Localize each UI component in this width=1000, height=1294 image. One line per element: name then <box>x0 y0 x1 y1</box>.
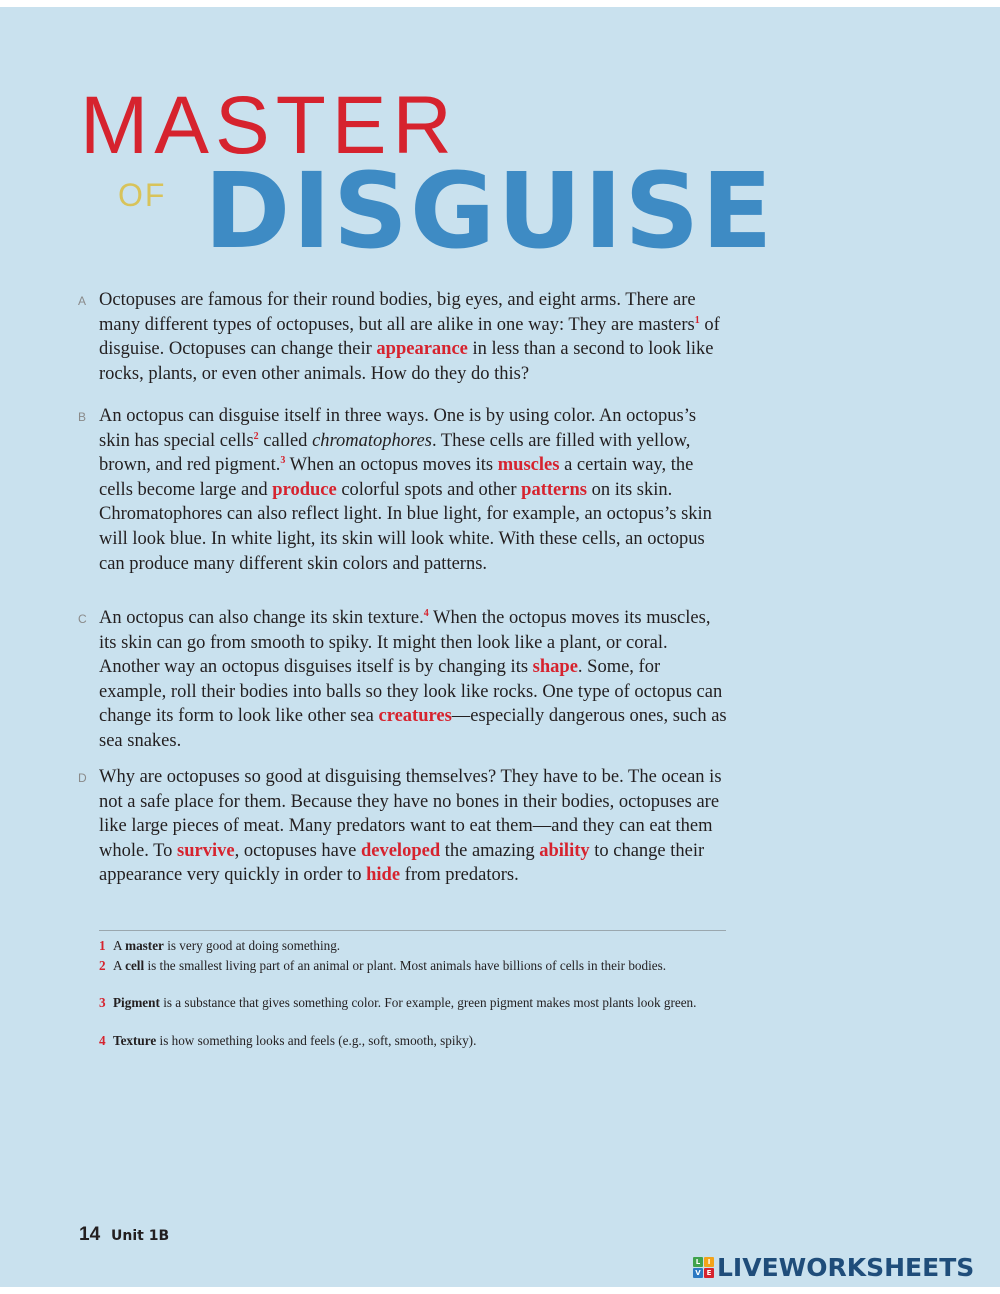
logo-letter: I <box>704 1257 714 1267</box>
paragraph-b <box>78 404 729 576</box>
paragraph-body <box>99 406 712 574</box>
liveworksheets-logo[interactable] <box>693 1255 974 1280</box>
paragraph-text: When an octopus moves its <box>285 455 498 476</box>
footnote-divider <box>99 930 726 931</box>
paragraph-body <box>99 290 720 384</box>
paragraph-text: called <box>258 430 313 451</box>
paragraph-body <box>99 767 722 885</box>
footnote-definition: is very good at doing something. <box>163 938 341 953</box>
footnote-ref: 4 <box>423 607 429 619</box>
footnote-number: 2 <box>99 958 106 973</box>
paragraph-text: When the octopus moves its muscles, its skin can go from smooth to spiky. It might then look like a plant, or coral. Another way an octopus disguises itself is by changing its <box>99 608 711 678</box>
paragraph-a <box>78 288 729 386</box>
liveworksheets-icon <box>693 1257 714 1278</box>
footnote-ref: 2 <box>253 430 259 442</box>
paragraph-text: Why are octopuses so good at disguising themselves? They have to be. The ocean is not a safe place for them. Because they have no bones in their bodies, octopuses are like large pieces of meat. Many predators want to eat them—and they can eat them whole. To <box>99 767 722 861</box>
footnote-number: 1 <box>99 938 106 953</box>
logo-letter: E <box>704 1268 714 1278</box>
footnote-pre: A <box>113 938 126 953</box>
paragraph-letter: B <box>78 410 87 424</box>
vocab-word: shape <box>532 657 578 678</box>
footnote-term: master <box>125 938 164 953</box>
paragraph-c <box>78 606 729 754</box>
italic-term: chromatophores <box>312 430 432 451</box>
title-disguise: DISGUISE <box>204 150 775 272</box>
vocab-word: creatures <box>378 706 452 727</box>
title-of: OF <box>118 177 167 213</box>
paragraph-body <box>99 608 727 751</box>
vocab-word: muscles <box>497 455 560 476</box>
title-master: MASTER <box>80 80 458 171</box>
footnote-3 <box>99 995 719 1012</box>
paragraph-text: from predators. <box>400 865 519 886</box>
paragraph-text: in less than a second to look like rocks, plants, or even other animals. How do they do this? <box>99 339 714 384</box>
footnote-1 <box>99 938 719 955</box>
footnote-ref: 3 <box>280 455 286 467</box>
footnote-pre: A <box>113 958 126 973</box>
paragraph-text: a certain way, the cells become large and <box>99 455 694 500</box>
footnote-definition: is a substance that gives something color. For example, green pigment makes most plants look green. <box>159 995 697 1010</box>
logo-letter: V <box>693 1268 703 1278</box>
footnote-2 <box>99 958 719 975</box>
paragraph-text: to change their appearance very quickly in order to <box>99 840 705 886</box>
worksheet-page <box>0 7 1000 1287</box>
paragraph-text: of disguise. Octopuses can change their <box>99 314 720 360</box>
paragraph-text: . Some, for example, roll their bodies into balls so they look like rocks. One type of octopus can change its form to look like other sea <box>99 657 723 727</box>
liveworksheets-text: LIVEWORKSHEETS <box>717 1253 975 1282</box>
footnote-4 <box>99 1033 719 1050</box>
paragraph-text: colorful spots and other <box>336 479 522 500</box>
vocab-word: produce <box>272 479 337 500</box>
footnote-number: 4 <box>99 1033 106 1048</box>
footnote-definition: is the smallest living part of an animal or plant. Most animals have billions of cells in their bodies. <box>144 958 667 973</box>
paragraph-letter: A <box>78 294 87 308</box>
footnote-ref: 1 <box>694 314 700 326</box>
paragraph-text: . These cells are filled with yellow, brown, and red pigment. <box>99 430 691 476</box>
paragraph-text: the amazing <box>440 840 540 861</box>
paragraph-letter: D <box>78 771 87 785</box>
page-number: 14 <box>79 1224 101 1245</box>
paragraph-text: , octopuses have <box>234 840 361 861</box>
footnote-term: cell <box>125 958 145 973</box>
footnote-term: Pigment <box>113 995 160 1010</box>
paragraph-text: An octopus can disguise itself in three ways. One is by using color. An octopus’s skin has special cells <box>99 406 697 451</box>
paragraph-text: An octopus can also change its skin texture. <box>99 608 424 628</box>
vocab-word: ability <box>539 840 590 861</box>
paragraph-text: on its skin. Chromatophores can also reflect light. In blue light, for example, an octopus’s skin will look blue. In white light, its skin will look white. With these cells, an octopus can produce many different skin colors and patterns. <box>99 479 712 574</box>
vocab-word: survive <box>177 840 235 861</box>
logo-letter: L <box>693 1257 703 1267</box>
footnote-number: 3 <box>99 995 106 1010</box>
paragraph-text: Octopuses are famous for their round bodies, big eyes, and eight arms. There are many different types of octopuses, but all are alike in one way: They are masters <box>99 290 696 335</box>
paragraph-text: —especially dangerous ones, such as sea snakes. <box>99 706 727 751</box>
vocab-word: patterns <box>521 479 587 500</box>
paragraph-letter: C <box>78 612 87 626</box>
vocab-word: developed <box>360 840 441 861</box>
unit-label: Unit 1B <box>111 1228 170 1244</box>
footnote-definition: is how something looks and feels (e.g., soft, smooth, spiky). <box>156 1033 477 1048</box>
footnote-term: Texture <box>113 1033 157 1048</box>
vocab-word: hide <box>366 865 401 886</box>
vocab-word: appearance <box>376 339 468 360</box>
paragraph-d <box>78 765 729 888</box>
